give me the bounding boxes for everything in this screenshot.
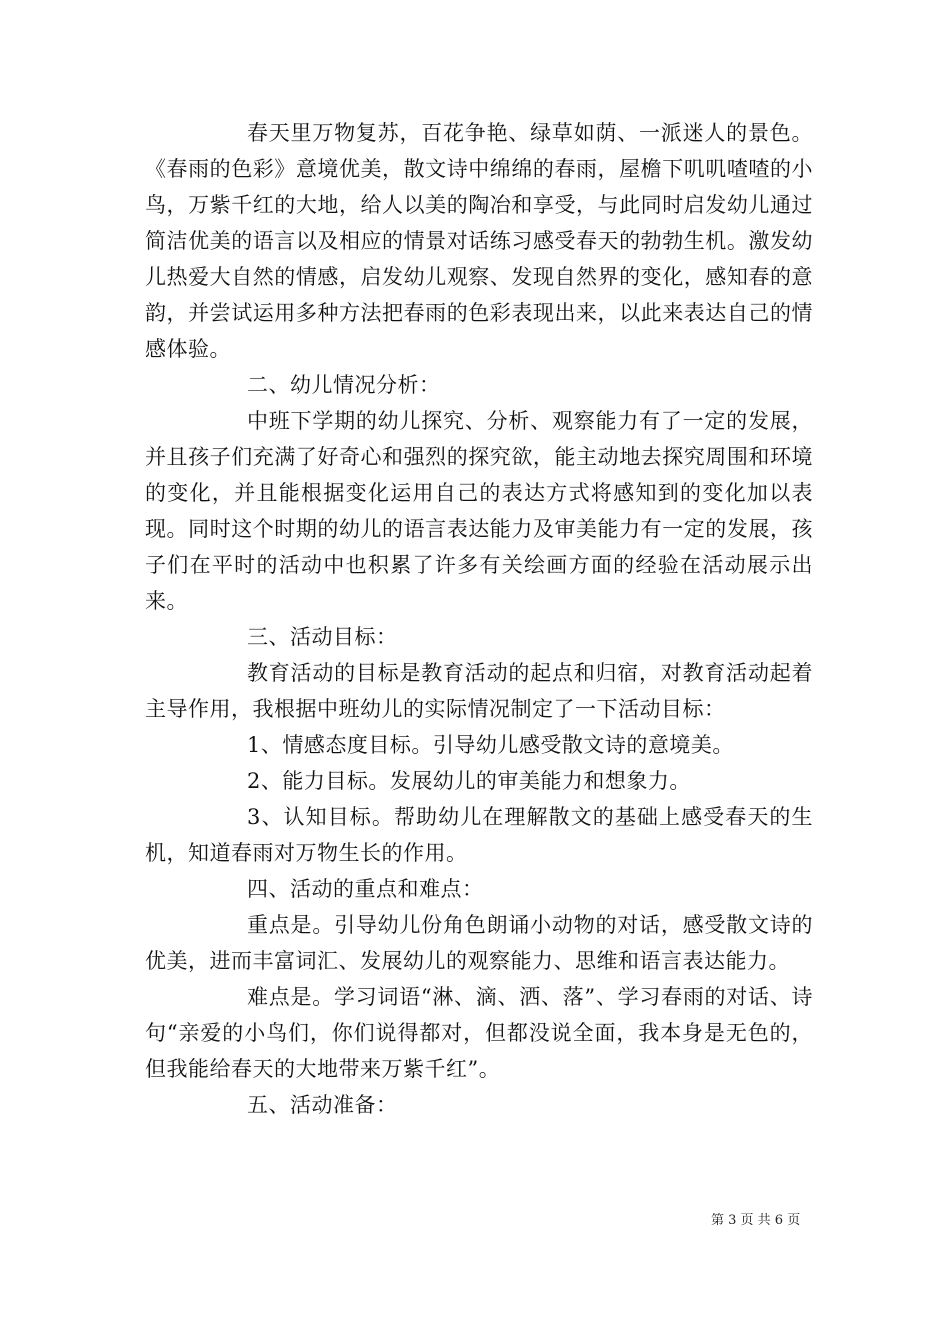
heading-key-points: 四、活动的重点和难点： — [247, 877, 484, 901]
heading-child-analysis: 二、幼儿情况分析： — [247, 373, 441, 397]
paragraph-difficult-point: 难点是。学习词语“淋、滴、洒、落”、学习春雨的对话、诗句“亲爱的小鸟们，你们说得都对，但都没说全面，我本身是无色的，但我能给春天的大地带来万紫千红”。 — [145, 985, 813, 1081]
goal-item-emotion: 1、情感态度目标。引导幼儿感受散文诗的意境美。 — [247, 733, 734, 757]
paragraph-child-analysis: 中班下学期的幼儿探究、分析、观察能力有了一定的发展，并且孩子们充满了好奇心和强烈的探究欲，能主动地去探究周围和环境的变化，并且能根据变化运用自己的表达方式将感知到的变化加以表现。同时这个时期的幼儿的语言表达能力及审美能力有一定的发展，孩子们在平时的活动中也积累了许多有关绘画方面的经验在活动展示出来。 — [145, 409, 813, 613]
heading-preparation: 五、活动准备： — [247, 1093, 398, 1117]
goal-item-ability: 2、能力目标。发展幼儿的审美能力和想象力。 — [247, 769, 691, 793]
heading-activity-goals: 三、活动目标： — [247, 625, 398, 649]
paragraph-key-point: 重点是。引导幼儿份角色朗诵小动物的对话，感受散文诗的优美，进而丰富词汇、发展幼儿的观察能力、思维和语言表达能力。 — [145, 913, 813, 973]
document-body — [145, 115, 813, 1123]
paragraph-goals-intro: 教育活动的目标是教育活动的起点和归宿，对教育活动起着主导作用，我根据中班幼儿的实际情况制定了一下活动目标： — [145, 661, 813, 721]
goal-item-cognition: 3、认知目标。帮助幼儿在理解散文的基础上感受春天的生机，知道春雨对万物生长的作用。 — [145, 805, 813, 865]
page-number-footer: 第 3 页 共 6 页 — [711, 1213, 801, 1228]
paragraph-intro: 春天里万物复苏，百花争艳、绿草如荫、一派迷人的景色。《春雨的色彩》意境优美，散文诗中绵绵的春雨，屋檐下叽叽喳喳的小鸟，万紫千红的大地，给人以美的陶冶和享受，与此同时启发幼儿通过简洁优美的语言以及相应的情景对话练习感受春天的勃勃生机。激发幼儿热爱大自然的情感，启发幼儿观察、发现自然界的变化，感知春的意韵，并尝试运用多种方法把春雨的色彩表现出来，以此来表达自己的情感体验。 — [145, 121, 813, 361]
